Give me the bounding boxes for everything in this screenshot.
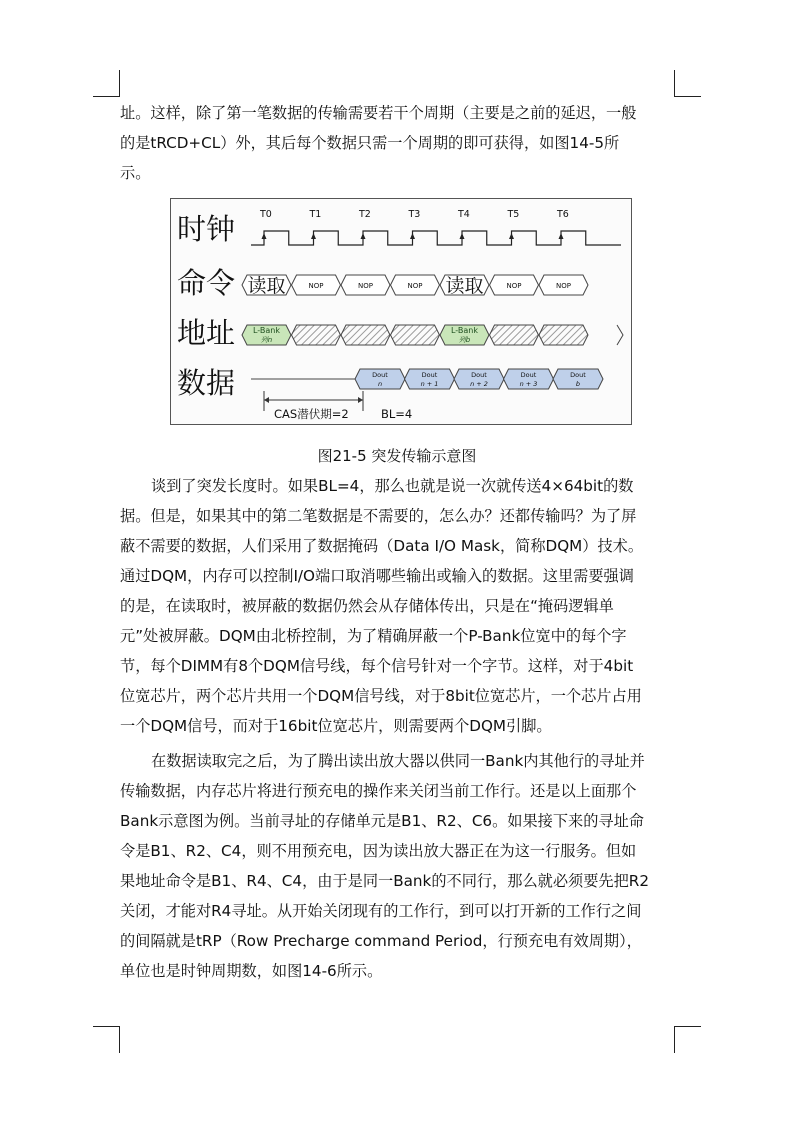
- text-line: 一个DQM信号，而对于16bit位宽芯片，则需要两个DQM引脚。: [120, 717, 552, 735]
- address-label-column: 列n: [260, 336, 273, 344]
- data-label-dout: Dout: [570, 371, 586, 379]
- crop-mark-top-left-v: [119, 70, 120, 97]
- text-line: 节，每个DIMM有8个DQM信号线，每个信号针对一个字节。这样，对于4bit: [120, 657, 634, 675]
- data-label-index: b: [575, 380, 581, 388]
- figure-caption: 图21-5 突发传输示意图: [317, 447, 477, 465]
- row-label-address: 地址: [177, 316, 236, 350]
- clock-label-T4: T4: [458, 209, 470, 220]
- address-label-column: 列b: [458, 336, 471, 344]
- data-label-index: n + 2: [470, 380, 488, 388]
- text-line: 令是B1、R2、C4，则不用预充电，因为读出放大器正在为这一行服务。但如: [120, 842, 637, 860]
- data-label-dout: Dout: [372, 371, 388, 379]
- rising-edge-arrow: [361, 233, 366, 239]
- text-line: 关闭，才能对R4寻址。从开始关闭现有的工作行，到可以打开新的工作行之间: [120, 902, 642, 920]
- data-label-index: n + 3: [519, 380, 538, 388]
- address-hatched-cell: [490, 325, 539, 345]
- text-line: 单位也是时钟周期数，如图14-6所示。: [120, 962, 383, 980]
- text-line: 谈到了突发长度时。如果BL=4，那么也就是说一次就传送4×64bit的数: [151, 477, 634, 495]
- paragraph-dqm: [120, 471, 680, 741]
- text-line: 据。但是，如果其中的第二笔数据是不需要的，怎么办？还都传输吗？为了屏: [120, 507, 637, 525]
- clock-label-T5: T5: [507, 209, 520, 220]
- address-label-bank: L-Bank: [252, 326, 281, 335]
- clock-label-T2: T2: [359, 209, 371, 220]
- timing-diagram: [171, 199, 631, 424]
- rising-edge-arrow: [311, 233, 316, 239]
- text-line: 的是，在读取时，被屏蔽的数据仍然会从存储体传出，只是在“掩码逻辑单: [120, 597, 614, 615]
- crop-mark-bottom-left-h: [93, 1026, 120, 1027]
- data-label-index: n: [377, 380, 383, 388]
- address-hatched-cell: [391, 325, 440, 345]
- crop-mark-bottom-right-h: [674, 1026, 701, 1027]
- crop-mark-top-left-h: [93, 96, 120, 97]
- text-line: 果地址命令是B1、R4、C4，由于是同一Bank的不同行，那么就必须要先把R2: [120, 872, 649, 890]
- rising-edge-arrow: [262, 233, 267, 239]
- text-line: 蔽不需要的数据，人们采用了数据掩码（Data I/O Mask，简称DQM）技术。: [120, 537, 644, 555]
- crop-mark-bottom-left-v: [119, 1026, 120, 1053]
- crop-mark-top-right-v: [674, 70, 675, 97]
- intro-paragraph: [120, 98, 680, 188]
- text-line: 通过DQM，内存可以控制I/O端口取消哪些输出或输入的数据。这里需要强调: [120, 567, 634, 585]
- text-line: 元”处被屏蔽。DQM由北桥控制，为了精确屏蔽一个P-Bank位宽中的每个字: [120, 627, 627, 645]
- command-label: NOP: [308, 282, 324, 290]
- text-line: 的是tRCD+CL）外，其后每个数据只需一个周期的即可获得，如图14-5所: [120, 134, 620, 152]
- address-label-bank: L-Bank: [450, 326, 479, 335]
- address-hatched-cell: [341, 325, 390, 345]
- data-label-dout: Dout: [520, 371, 537, 379]
- clock-label-T6: T6: [557, 209, 569, 220]
- command-label: NOP: [358, 282, 373, 290]
- text-line: 在数据读取完之后，为了腾出读出放大器以供同一Bank内其他行的寻址并: [151, 752, 645, 770]
- cas-latency-arrow-left: [264, 397, 269, 403]
- text-line: 址。这样，除了第一笔数据的传输需要若干个周期（主要是之前的延迟，一般: [120, 104, 637, 122]
- crop-mark-bottom-right-v: [674, 1026, 675, 1053]
- clock-label-T0: T0: [260, 209, 272, 220]
- clock-label-T3: T3: [408, 209, 421, 220]
- rising-edge-arrow: [410, 233, 415, 239]
- row-label-clock: 时钟: [177, 212, 236, 246]
- command-label: NOP: [407, 282, 423, 290]
- crop-mark-top-right-h: [674, 96, 701, 97]
- text-line: 传输数据，内存芯片将进行预充电的操作来关闭当前工作行。还是以上面那个: [120, 782, 637, 800]
- command-label: NOP: [506, 282, 522, 290]
- rising-edge-arrow: [460, 233, 465, 239]
- burst-length-label: BL=4: [381, 407, 413, 421]
- address-hatched-cell: [539, 325, 588, 345]
- cas-latency-label: CAS潜伏期=2: [274, 407, 349, 421]
- clock-label-T1: T1: [309, 209, 322, 220]
- text-line: 示。: [120, 164, 151, 182]
- command-label: 读取: [247, 275, 286, 297]
- command-label: 读取: [445, 275, 484, 297]
- command-label: NOP: [556, 282, 571, 290]
- text-line: 位宽芯片，两个芯片共用一个DQM信号线，对于8bit位宽芯片，一个芯片占用: [120, 687, 642, 705]
- data-label-dout: Dout: [471, 371, 487, 379]
- row-label-data: 数据: [177, 366, 236, 400]
- text-line: Bank示意图为例。当前寻址的存储单元是B1、R2、C6。如果接下来的寻址命: [120, 812, 644, 830]
- row-label-command: 命令: [177, 266, 236, 300]
- cas-latency-arrow-right: [358, 397, 363, 403]
- burst-timing-figure: [170, 198, 632, 425]
- text-line: 的间隔就是tRP（Row Precharge command Period，行预充电有效周期），: [120, 932, 642, 950]
- data-label-dout: Dout: [421, 371, 438, 379]
- address-hatched-cell: [292, 325, 341, 345]
- rising-edge-arrow: [509, 233, 514, 239]
- address-bus-tail: [617, 325, 623, 345]
- paragraph-precharge: [120, 746, 680, 986]
- clock-waveform: [251, 231, 621, 245]
- data-label-index: n + 1: [420, 380, 439, 388]
- rising-edge-arrow: [559, 233, 564, 239]
